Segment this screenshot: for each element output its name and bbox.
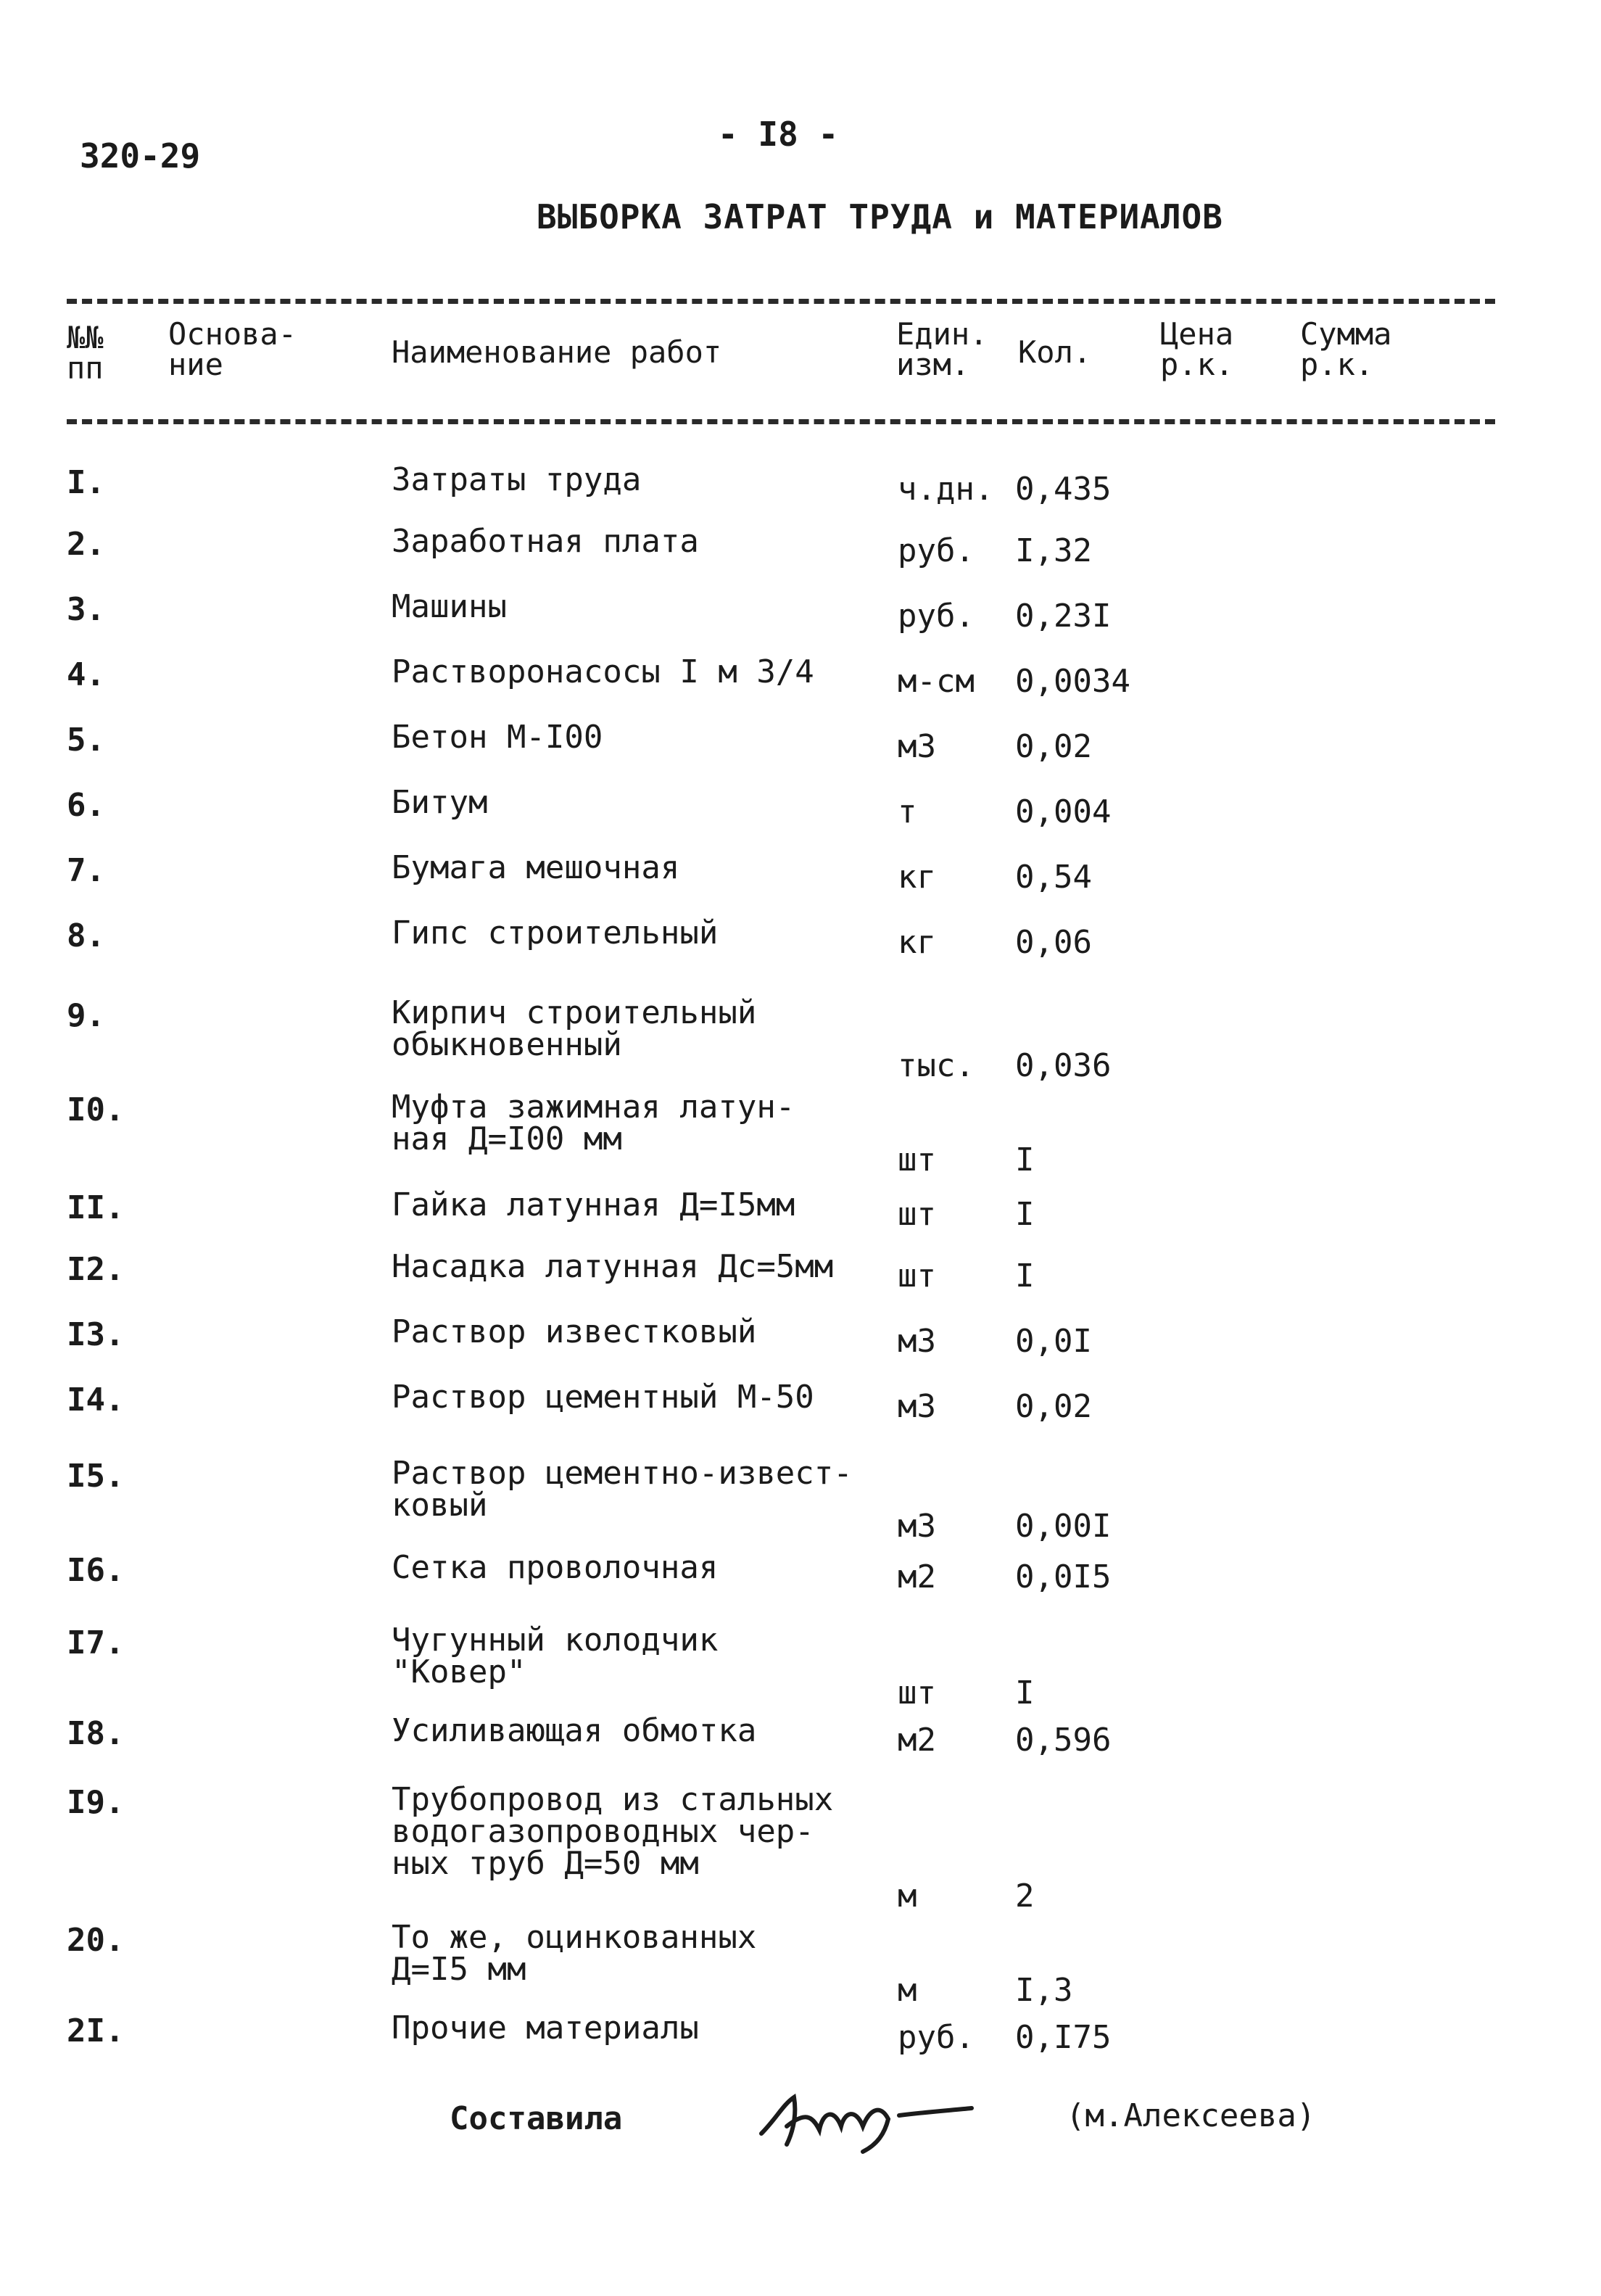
table-row — [0, 1712, 1601, 1759]
quantity-cell: I — [1015, 1258, 1035, 1294]
work-name: Бетон М-I00 — [392, 719, 603, 756]
row-number: 9. — [67, 997, 105, 1034]
document-code: 320-29 — [80, 136, 201, 175]
unit-cell: м2 — [898, 1558, 936, 1595]
quantity-cell: I,32 — [1015, 532, 1092, 569]
unit-cell: м-см — [898, 663, 975, 700]
table-header-rule — [67, 419, 1495, 424]
work-name: Машины — [392, 588, 507, 625]
work-name: Муфта зажимная латун- ная Д=I00 мм — [392, 1089, 795, 1157]
work-name: Кирпич строительный обыкновенный — [392, 994, 757, 1063]
row-number: I6. — [67, 1552, 125, 1589]
column-header-num: №№ пп — [67, 320, 104, 386]
table-row — [0, 994, 1601, 1084]
unit-cell: шт — [898, 1196, 936, 1233]
work-name: Чугунный колодчик "Ковер" — [392, 1622, 719, 1690]
unit-cell: шт — [898, 1258, 936, 1294]
quantity-cell: I — [1015, 1141, 1035, 1178]
row-number: I2. — [67, 1251, 125, 1288]
table-row — [0, 523, 1601, 569]
unit-cell: м3 — [898, 1508, 936, 1545]
table-row — [0, 588, 1601, 635]
column-header-price: Цена р.к. — [1160, 316, 1234, 382]
quantity-cell: I — [1015, 1196, 1035, 1233]
quantity-cell: 0,004 — [1015, 793, 1112, 830]
unit-cell: т — [898, 793, 917, 830]
table-row — [0, 719, 1601, 765]
work-name: Гайка латунная Д=I5мм — [392, 1186, 795, 1223]
table-row — [0, 1624, 1601, 1711]
work-name: То же, оцинкованных Д=I5 мм — [392, 1919, 757, 1988]
unit-cell: м3 — [898, 1388, 936, 1425]
page-title: ВЫБОРКА ЗАТРАТ ТРУДА и МАТЕРИАЛОВ — [537, 197, 1223, 236]
unit-cell: м3 — [898, 728, 936, 765]
quantity-cell: 2 — [1015, 1878, 1035, 1915]
row-number: 4. — [67, 656, 105, 693]
table-row — [0, 784, 1601, 830]
unit-cell: руб. — [898, 598, 975, 635]
row-number: 20. — [67, 1922, 125, 1959]
work-name: Раствор известковый — [392, 1313, 757, 1350]
unit-cell: руб. — [898, 532, 975, 569]
row-number: 5. — [67, 722, 105, 759]
column-header-sum: Сумма р.к. — [1300, 316, 1392, 382]
unit-cell: м — [898, 1878, 917, 1915]
work-name: Бумага мешочная — [392, 849, 680, 886]
table-row — [0, 2012, 1601, 2056]
work-name: Раствор цементный М-50 — [392, 1379, 814, 1416]
table-row — [0, 653, 1601, 700]
row-number: 2I. — [67, 2012, 125, 2049]
table-row — [0, 1186, 1601, 1233]
work-name: Битум — [392, 784, 488, 821]
unit-cell: кг — [898, 924, 936, 961]
table-top-rule — [67, 299, 1495, 304]
unit-cell: руб. — [898, 2019, 975, 2056]
unit-cell: м3 — [898, 1323, 936, 1360]
table-row — [0, 461, 1601, 508]
unit-cell: кг — [898, 859, 936, 896]
row-number: I. — [67, 464, 105, 501]
table-row — [0, 914, 1601, 961]
handwritten-signature — [754, 2076, 1001, 2163]
quantity-cell: 0,06 — [1015, 924, 1092, 961]
quantity-cell: 0,00I — [1015, 1508, 1112, 1545]
column-header-qty: Кол. — [1018, 334, 1092, 370]
unit-cell: шт — [898, 1674, 936, 1711]
table-row — [0, 1379, 1601, 1425]
row-number: II. — [67, 1189, 125, 1226]
work-name: Заработная плата — [392, 523, 699, 560]
quantity-cell: I — [1015, 1674, 1035, 1711]
page-number: - I8 - — [718, 115, 839, 154]
table-row — [0, 1781, 1601, 1915]
row-number: I9. — [67, 1784, 125, 1821]
row-number: I5. — [67, 1458, 125, 1495]
unit-cell: тыс. — [898, 1047, 975, 1084]
quantity-cell: 0,0I5 — [1015, 1558, 1112, 1595]
row-number: 6. — [67, 787, 105, 824]
unit-cell: ч.дн. — [898, 471, 994, 508]
work-name: Раствор цементно-извест- ковый — [392, 1455, 853, 1524]
work-name: Сетка проволочная — [392, 1549, 719, 1586]
unit-cell: шт — [898, 1141, 936, 1178]
compiled-by-label: Составила — [450, 2100, 623, 2137]
column-header-name: Наименование работ — [392, 334, 722, 370]
work-name: Насадка латунная Дс=5мм — [392, 1248, 834, 1285]
work-name: Прочие материалы — [392, 2010, 699, 2047]
row-number: 2. — [67, 526, 105, 563]
row-number: 8. — [67, 917, 105, 954]
row-number: I8. — [67, 1715, 125, 1752]
quantity-cell: 0,036 — [1015, 1047, 1112, 1084]
column-header-basis: Основа- ние — [168, 316, 297, 382]
unit-cell: м2 — [898, 1722, 936, 1759]
table-row — [0, 1919, 1601, 2009]
quantity-cell: I,3 — [1015, 1972, 1073, 2009]
table-row — [0, 1313, 1601, 1360]
work-name: Затраты труда — [392, 461, 642, 498]
row-number: 7. — [67, 852, 105, 889]
quantity-cell: 0,I75 — [1015, 2019, 1112, 2056]
row-number: I0. — [67, 1091, 125, 1128]
column-header-unit: Един. изм. — [896, 316, 988, 382]
quantity-cell: 0,0I — [1015, 1323, 1092, 1360]
table-row — [0, 1091, 1601, 1178]
unit-cell: м — [898, 1972, 917, 2009]
work-name: Усиливающая обмотка — [392, 1712, 757, 1749]
quantity-cell: 0,23I — [1015, 598, 1112, 635]
row-number: I4. — [67, 1382, 125, 1419]
quantity-cell: 0,02 — [1015, 1388, 1092, 1425]
work-name: Растворонасосы I м 3/4 — [392, 653, 814, 690]
table-row — [0, 1248, 1601, 1294]
quantity-cell: 0,0034 — [1015, 663, 1130, 700]
table-row — [0, 849, 1601, 896]
table-row — [0, 1549, 1601, 1595]
quantity-cell: 0,02 — [1015, 728, 1092, 765]
work-name: Гипс строительный — [392, 914, 719, 951]
work-name: Трубопровод из стальных водогазопроводных чер- ных труб Д=50 мм — [392, 1781, 834, 1882]
row-number: I3. — [67, 1316, 125, 1353]
quantity-cell: 0,435 — [1015, 471, 1112, 508]
quantity-cell: 0,54 — [1015, 859, 1092, 896]
row-number: 3. — [67, 591, 105, 628]
compiler-name: (м.Алексеева) — [1066, 2097, 1316, 2134]
row-number: I7. — [67, 1624, 125, 1661]
quantity-cell: 0,596 — [1015, 1722, 1112, 1759]
table-row — [0, 1455, 1601, 1545]
